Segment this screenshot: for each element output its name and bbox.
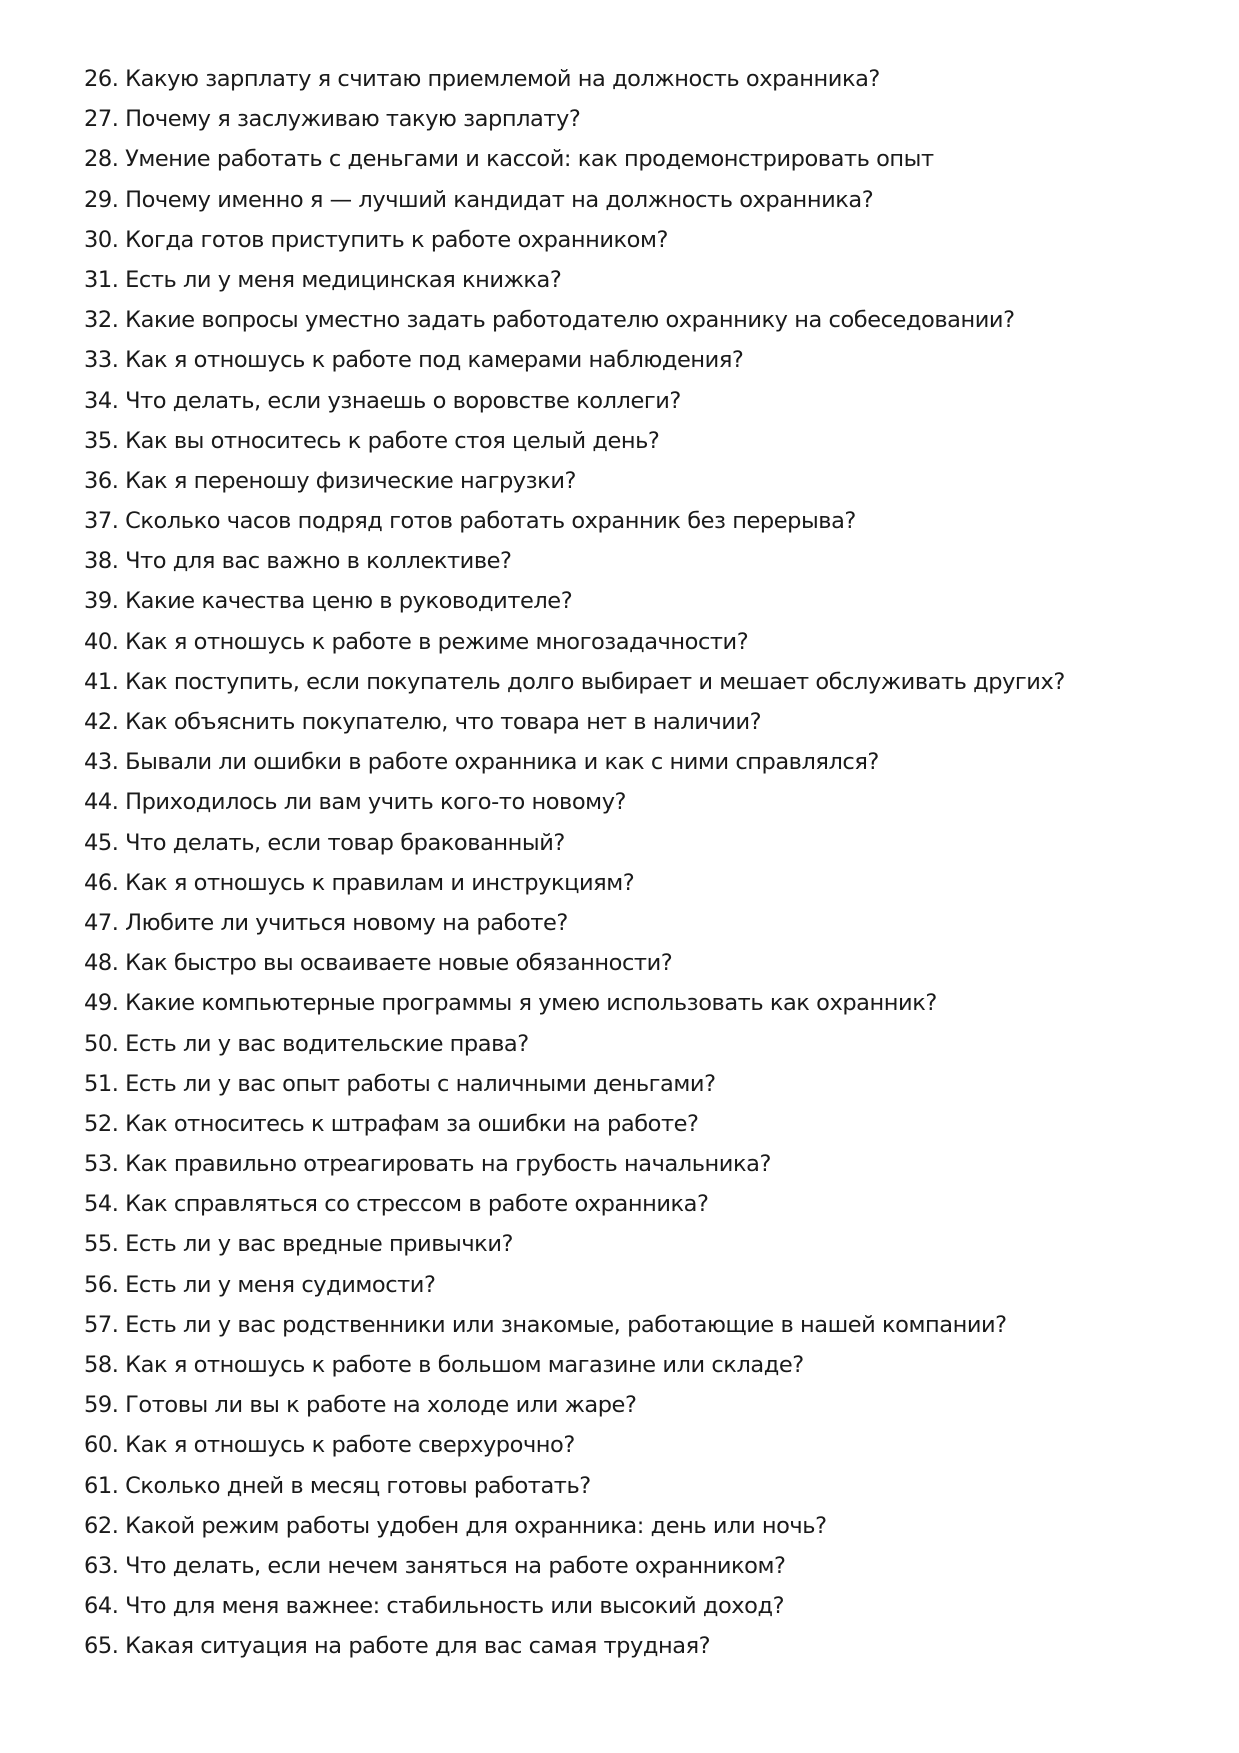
question-item-58: 58. Как я отношусь к работе в большом магазине или складе?	[84, 1352, 804, 1378]
question-item-60: 60. Как я отношусь к работе сверхурочно?	[84, 1432, 575, 1459]
question-item-50: 50. Есть ли у вас водительские права?	[84, 1030, 529, 1057]
question-item-56: 56. Есть ли у меня судимости?	[84, 1271, 436, 1298]
question-item-62: 62. Какой режим работы удобен для охранника: день или ночь?	[84, 1512, 827, 1539]
question-item-43: 43. Бывали ли ошибки в работе охранника и как с ними справлялся?	[84, 749, 879, 776]
question-item-59: 59. Готовы ли вы к работе на холоде или жаре?	[84, 1392, 637, 1419]
question-item-30: 30. Когда готов приступить к работе охранником?	[84, 226, 668, 253]
question-item-37: 37. Сколько часов подряд готов работать охранник без перерыва?	[84, 508, 856, 535]
question-item-51: 51. Есть ли у вас опыт работы с наличными деньгами?	[84, 1070, 716, 1097]
question-item-52: 52. Как относитесь к штрафам за ошибки на работе?	[84, 1110, 699, 1137]
question-item-47: 47. Любите ли учиться новому на работе?	[84, 909, 568, 936]
question-item-63: 63. Что делать, если нечем заняться на работе охранником?	[84, 1552, 786, 1579]
question-item-34: 34. Что делать, если узнаешь о воровстве коллеги?	[84, 387, 681, 414]
question-item-35: 35. Как вы относитесь к работе стоя целый день?	[84, 427, 660, 454]
question-item-48: 48. Как быстро вы осваиваете новые обязанности?	[84, 950, 673, 977]
question-item-27: 27. Почему я заслуживаю такую зарплату?	[84, 106, 581, 133]
question-list	[84, 62, 1065, 1670]
question-item-42: 42. Как объяснить покупателю, что товара нет в наличии?	[84, 709, 762, 735]
question-item-41: 41. Как поступить, если покупатель долго выбирает и мешает обслуживать других?	[84, 668, 1065, 695]
question-item-31: 31. Есть ли у меня медицинская книжка?	[84, 266, 562, 293]
question-item-61: 61. Сколько дней в месяц готовы работать?	[84, 1472, 591, 1499]
question-item-26: 26. Какую зарплату я считаю приемлемой на должность охранника?	[84, 66, 880, 92]
question-item-53: 53. Как правильно отреагировать на грубость начальника?	[84, 1151, 771, 1178]
question-item-46: 46. Как я отношусь к правилам и инструкциям?	[84, 869, 635, 896]
question-item-36: 36. Как я переношу физические нагрузки?	[84, 467, 576, 494]
question-item-45: 45. Что делать, если товар бракованный?	[84, 829, 565, 856]
question-item-57: 57. Есть ли у вас родственники или знакомые, работающие в нашей компании?	[84, 1311, 1007, 1338]
question-item-65: 65. Какая ситуация на работе для вас самая трудная?	[84, 1633, 711, 1660]
question-item-44: 44. Приходилось ли вам учить кого-то новому?	[84, 789, 627, 816]
question-item-33: 33. Как я отношусь к работе под камерами наблюдения?	[84, 347, 744, 374]
question-item-54: 54. Как справляться со стрессом в работе охранника?	[84, 1191, 709, 1218]
question-item-49: 49. Какие компьютерные программы я умею использовать как охранник?	[84, 990, 937, 1017]
question-item-39: 39. Какие качества ценю в руководителе?	[84, 588, 573, 615]
question-item-29: 29. Почему именно я — лучший кандидат на должность охранника?	[84, 186, 874, 213]
question-item-64: 64. Что для меня важнее: стабильность или высокий доход?	[84, 1593, 785, 1620]
question-item-28: 28. Умение работать с деньгами и кассой: как продемонстрировать опыт	[84, 146, 934, 173]
question-item-38: 38. Что для вас важно в коллективе?	[84, 548, 512, 575]
question-item-32: 32. Какие вопросы уместно задать работодателю охраннику на собеседовании?	[84, 307, 1015, 334]
question-item-55: 55. Есть ли у вас вредные привычки?	[84, 1231, 513, 1258]
question-item-40: 40. Как я отношусь к работе в режиме многозадачности?	[84, 628, 749, 655]
